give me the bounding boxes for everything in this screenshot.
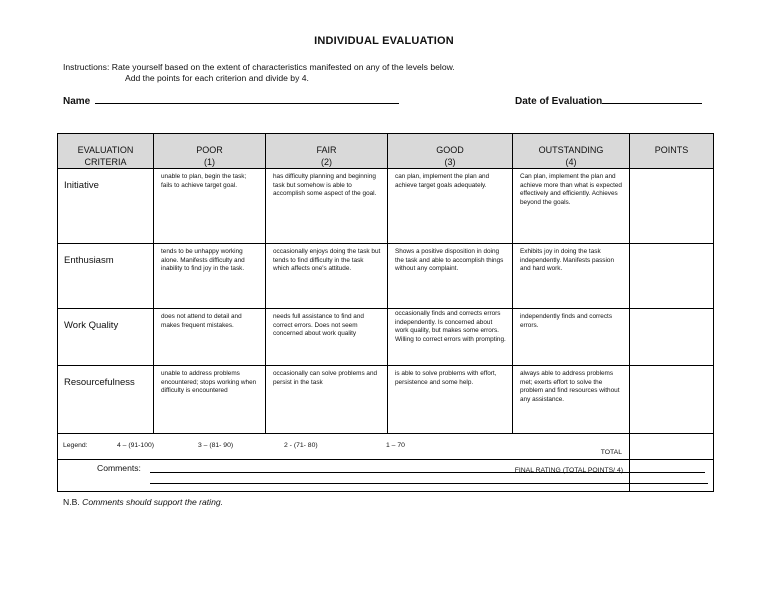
good-cell: occasionally finds and corrects errors independently. Is concerned about work quality, but makes some errors. Willing to correct errors with prompting. xyxy=(388,309,513,366)
date-field[interactable] xyxy=(515,94,702,107)
legend-item-3: 3 – (81- 90) xyxy=(198,442,234,449)
nb-text: Comments should support the rating. xyxy=(82,497,224,507)
legend-cell xyxy=(58,434,630,460)
criterion-resourcefulness: Resourcefulness xyxy=(58,366,154,434)
points-cell[interactable] xyxy=(630,169,714,244)
table-row xyxy=(58,169,714,244)
final-row xyxy=(58,460,714,492)
outstanding-cell: always able to address problems met; exerts effort to solve the problem and find resources without any assistance. xyxy=(513,366,630,434)
good-cell: can plan, implement the plan and achieve target goals adequately. xyxy=(388,169,513,244)
comments-label: Comments: xyxy=(97,463,141,473)
legend-item-2: 2 - (71- 80) xyxy=(284,442,318,449)
instructions-line1: Rate yourself based on the extent of characteristics manifested on any of the levels below. xyxy=(111,62,455,72)
name-label: Name xyxy=(63,96,91,107)
poor-cell: unable to address problems encountered; stops working when difficulty is encountered xyxy=(154,366,266,434)
criterion-initiative: Initiative xyxy=(58,169,154,244)
evaluation-table xyxy=(57,133,714,492)
header-outstanding: OUTSTANDING (4) xyxy=(513,134,630,169)
table-row xyxy=(58,366,714,434)
fair-cell: needs full assistance to find and correct errors. Does not seem concerned about work quality xyxy=(266,309,388,366)
points-cell[interactable] xyxy=(630,309,714,366)
total-label: TOTAL xyxy=(600,449,622,456)
fair-cell: has difficulty planning and beginning task but somehow is able to accomplish some aspect of the goal. xyxy=(266,169,388,244)
instructions-line2: Add the points for each criterion and divide by 4. xyxy=(125,73,309,83)
fair-cell: occasionally enjoys doing the task but tends to find difficulty in the task which affects one's attitude. xyxy=(266,244,388,309)
comments-line-1[interactable] xyxy=(150,472,705,473)
table-row xyxy=(58,244,714,309)
legend-item-1: 1 – 70 xyxy=(386,442,405,449)
table-row xyxy=(58,309,714,366)
header-fair: FAIR (2) xyxy=(266,134,388,169)
header-points: POINTS xyxy=(630,134,714,169)
total-points-cell[interactable] xyxy=(630,434,714,460)
outstanding-cell: Can plan, implement the plan and achieve more than what is expected effectively and efficiently. Achieves beyond the goals. xyxy=(513,169,630,244)
header-row xyxy=(58,134,714,169)
document-title: INDIVIDUAL EVALUATION xyxy=(314,35,454,47)
points-cell[interactable] xyxy=(630,366,714,434)
nb-prefix: N.B. xyxy=(63,497,80,507)
instructions xyxy=(63,62,455,84)
instructions-label: Instructions: xyxy=(63,62,110,72)
legend-label: Legend: xyxy=(63,442,88,449)
nb-note xyxy=(63,497,223,507)
total-row xyxy=(58,434,714,460)
header-poor: POOR (1) xyxy=(154,134,266,169)
good-cell: Shows a positive disposition in doing the task and able to accomplish things without any complaint. xyxy=(388,244,513,309)
final-rating-label: FINAL RATING (TOTAL POINTS/ 4) xyxy=(58,460,630,492)
poor-cell: does not attend to detail and makes frequent mistakes. xyxy=(154,309,266,366)
legend-item-4: 4 – (91-100) xyxy=(117,442,155,449)
good-cell: is able to solve problems with effort, persistence and some help. xyxy=(388,366,513,434)
date-line[interactable] xyxy=(602,94,702,104)
comments-line-2[interactable] xyxy=(150,483,708,484)
date-label: Date of Evaluation xyxy=(515,96,603,107)
poor-cell: tends to be unhappy working alone. Manifests difficulty and inability to find joy in the task. xyxy=(154,244,266,309)
outstanding-cell: Exhibits joy in doing the task independently. Manifests passion and hard work. xyxy=(513,244,630,309)
fair-cell: occasionally can solve problems and persist in the task xyxy=(266,366,388,434)
outstanding-cell: independently finds and corrects errors. xyxy=(513,309,630,366)
name-line[interactable] xyxy=(95,94,399,104)
criterion-enthusiasm: Enthusiasm xyxy=(58,244,154,309)
header-good: GOOD (3) xyxy=(388,134,513,169)
points-cell[interactable] xyxy=(630,244,714,309)
poor-cell: unable to plan, begin the task; fails to achieve target goal. xyxy=(154,169,266,244)
criterion-work-quality: Work Quality xyxy=(58,309,154,366)
final-rating-cell[interactable] xyxy=(630,460,714,492)
name-field[interactable] xyxy=(63,94,399,107)
header-criteria: EVALUATION CRITERIA xyxy=(58,134,154,169)
